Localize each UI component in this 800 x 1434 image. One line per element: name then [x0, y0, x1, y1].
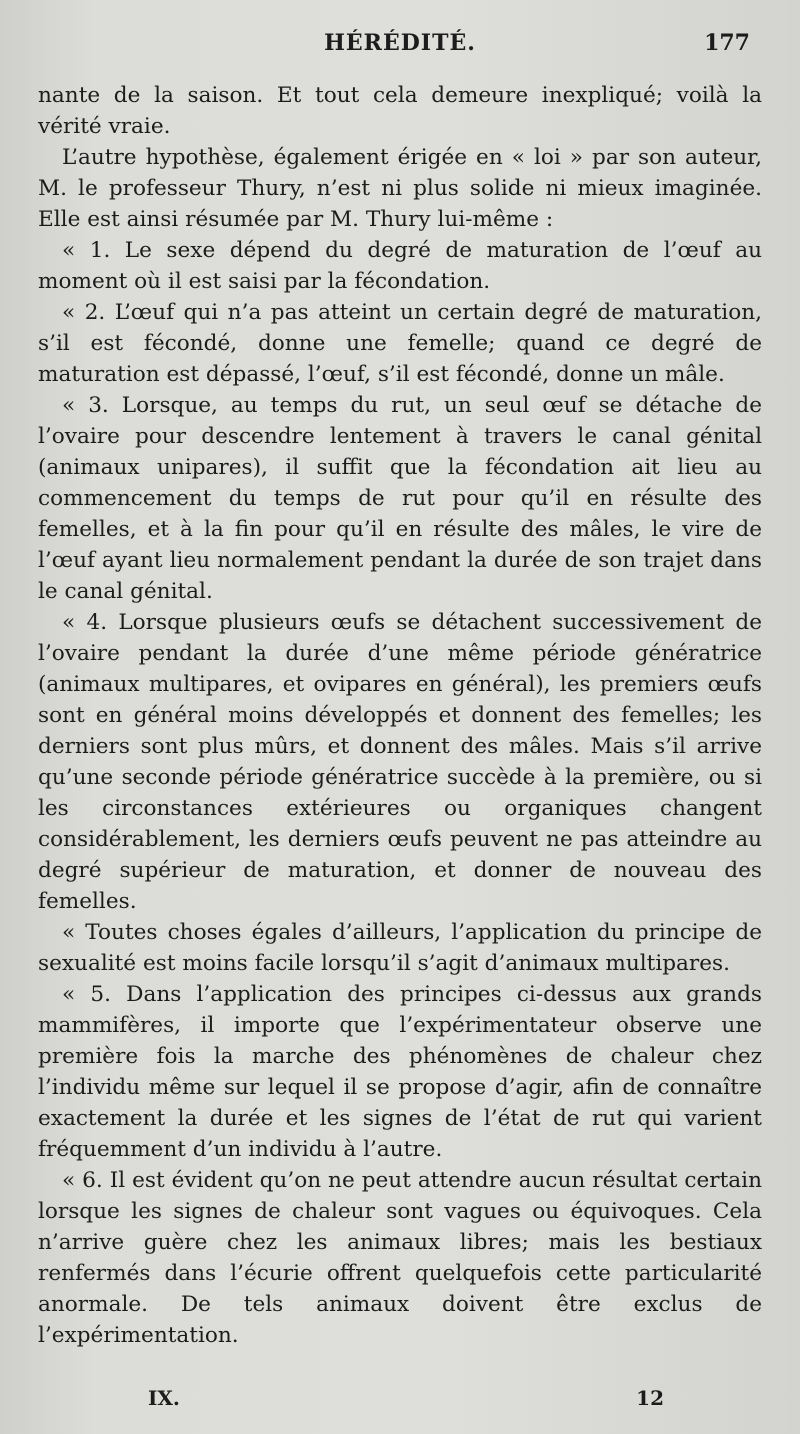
- paragraph-quote-principle: « Toutes choses égales d’ailleurs, l’application du principe de sexualité est moins facile lorsqu’il s’agit d’animaux multipares.: [38, 920, 762, 976]
- paragraph-quote-6: « 6. Il est évident qu’on ne peut attendre aucun résultat certain lorsque les signes de chaleur sont vagues ou équivoques. Cela n’arrive guère chez les animaux libres; mais les bestiaux renfermés dans l’écurie offrent quelquefois cette particularité anormale. De tels animaux doivent être exclus de l’expérimentation.: [38, 1168, 762, 1348]
- paragraph-quote-3: « 3. Lorsque, au temps du rut, un seul œuf se détache de l’ovaire pour descendre lentement à travers le canal génital (animaux unipares), il suffit que la fécondation ait lieu au commencement du temps de rut pour qu’il en résulte des femelles, et à la fin pour qu’il en résulte des mâles, le vire de l’œuf ayant lieu normalement pendant la durée de son trajet dans le canal génital.: [38, 393, 762, 604]
- paragraph: L’autre hypothèse, également érigée en « loi » par son auteur, M. le professeur Thury, n’est ni plus solide ni mieux imaginée. Elle est ainsi résumée par M. Thury lui-même :: [38, 145, 762, 232]
- running-title: HÉRÉDITÉ.: [324, 30, 476, 56]
- paragraph-quote-5: « 5. Dans l’application des principes ci-dessus aux grands mammifères, il importe que l’expérimentateur observe une première fois la marche des phénomènes de chaleur chez l’individu même sur lequel il se propose d’agir, afin de connaître exactement la durée et les signes de l’état de rut qui varient fréquemment d’un individu à l’autre.: [38, 982, 762, 1162]
- paragraph-quote-1: « 1. Le sexe dépend du degré de maturation de l’œuf au moment où il est saisi par la fécondation.: [38, 238, 762, 294]
- page-footer: [0, 1386, 800, 1416]
- page-header: [0, 30, 800, 66]
- signature-mark: IX.: [148, 1386, 180, 1410]
- page-number: 177: [704, 30, 750, 56]
- sheet-number: 12: [636, 1386, 664, 1410]
- paragraph-quote-2: « 2. L’œuf qui n’a pas atteint un certain degré de maturation, s’il est fécondé, donne une femelle; quand ce degré de maturation est dépassé, l’œuf, s’il est fécondé, donne un mâle.: [38, 300, 762, 387]
- paragraph-continuation: nante de la saison. Et tout cela demeure inexpliqué; voilà la vérité vraie.: [38, 83, 762, 139]
- paragraph-quote-4: « 4. Lorsque plusieurs œufs se détachent successivement de l’ovaire pendant la durée d’une même période génératrice (animaux multipares, et ovipares en général), les premiers œufs sont en général moins développés et donnent des femelles; les derniers sont plus mûrs, et donnent des mâles. Mais s’il arrive qu’une seconde période génératrice succède à la première, ou si les circonstances extérieures ou organiques changent considérablement, les derniers œufs peuvent ne pas atteindre au degré supérieur de maturation, et donner de nouveau des femelles.: [38, 610, 762, 914]
- body-text: [38, 80, 762, 1351]
